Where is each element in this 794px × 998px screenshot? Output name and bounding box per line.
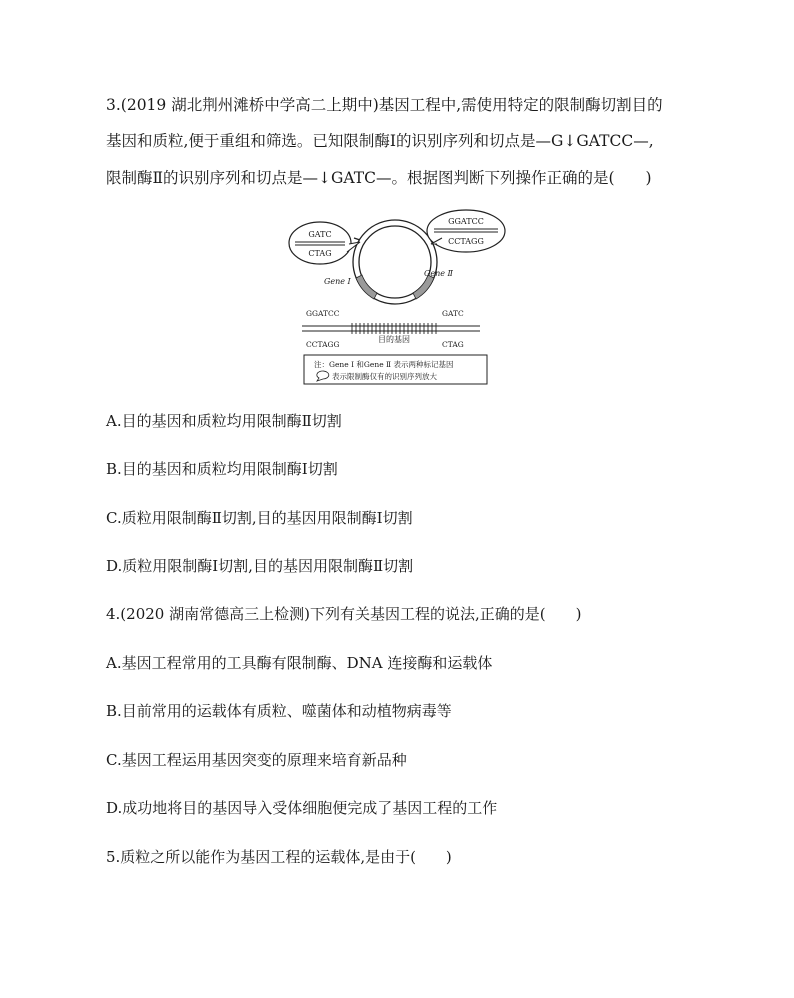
q5-stem: 5.质粒之所以能作为基因工程的运载体,是由于( )	[106, 848, 452, 866]
right-bubble-bottom-seq: CCTAGG	[448, 237, 484, 246]
q3-option-d[interactable]: D.质粒用限制酶Ⅰ切割,目的基因用限制酶Ⅱ切割	[106, 557, 414, 575]
dna-right-top-seq: GATC	[442, 309, 464, 318]
note-line-2: 表示限制酶仅有的识别序列放大	[332, 372, 437, 381]
gene-1-segment	[356, 275, 377, 299]
q3-stem-line-2: 基因和质粒,便于重组和筛选。已知限制酶Ⅰ的识别序列和切点是—G↓GATCC—,	[106, 132, 654, 150]
target-gene-label: 目的基因	[378, 335, 410, 344]
site-marker-left	[354, 238, 360, 240]
q3-option-b[interactable]: B.目的基因和质粒均用限制酶Ⅰ切割	[106, 460, 338, 478]
right-bubble-top-seq: GGATCC	[448, 217, 484, 226]
q4-stem: 4.(2020 湖南常德高三上检测)下列有关基因工程的说法,正确的是( )	[106, 605, 582, 623]
gene-2-label: Gene Ⅱ	[424, 269, 453, 278]
note-line-1: 注：Gene Ⅰ 和Gene Ⅱ 表示两种标记基因	[314, 360, 454, 369]
q4-option-c[interactable]: C.基因工程运用基因突变的原理来培育新品种	[106, 751, 407, 769]
q3-option-c[interactable]: C.质粒用限制酶Ⅱ切割,目的基因用限制酶Ⅰ切割	[106, 509, 413, 527]
left-bubble-bottom-seq: CTAG	[308, 249, 332, 258]
gene-1-label: Gene Ⅰ	[324, 277, 351, 286]
target-gene-ticks	[352, 323, 436, 334]
dna-left-top-seq: GGATCC	[306, 309, 340, 318]
q3-option-a[interactable]: A.目的基因和质粒均用限制酶Ⅱ切割	[106, 412, 342, 430]
q4-option-a[interactable]: A.基因工程常用的工具酶有限制酶、DNA 连接酶和运载体	[106, 654, 493, 672]
q3-stem-line-3: 限制酶Ⅱ的识别序列和切点是—↓GATC—。根据图判断下列操作正确的是( )	[106, 169, 652, 187]
plasmid-figure	[284, 208, 514, 388]
q4-option-b[interactable]: B.目前常用的运载体有质粒、噬菌体和动植物病毒等	[106, 702, 452, 720]
left-bubble-pointer	[347, 242, 360, 252]
dna-left-bottom-seq: CCTAGG	[306, 340, 340, 349]
q4-option-d[interactable]: D.成功地将目的基因导入受体细胞便完成了基因工程的工作	[106, 799, 498, 817]
dna-right-bottom-seq: CTAG	[442, 340, 464, 349]
q3-stem-line-1: 3.(2019 湖北荆州滩桥中学高二上期中)基因工程中,需使用特定的限制酶切割目的	[106, 96, 663, 114]
gene-2-segment	[413, 275, 434, 299]
left-bubble-top-seq: GATC	[308, 230, 332, 239]
